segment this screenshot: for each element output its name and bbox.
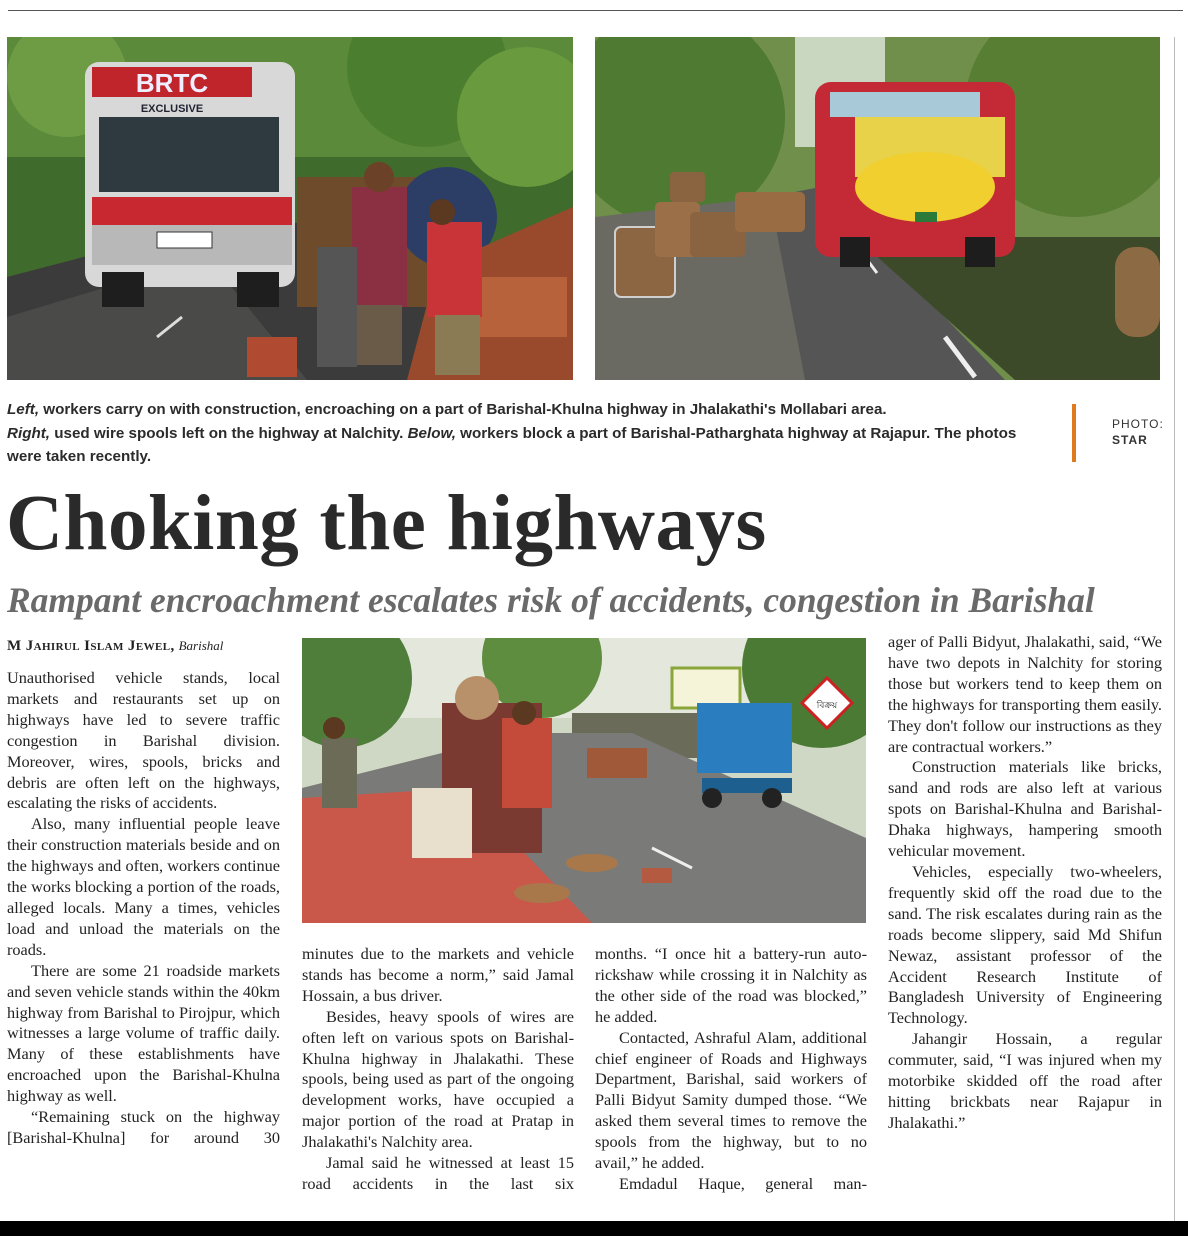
paragraph: months. “I once hit a battery-run auto-rickshaw while crossing it in Nalchity as the other side of the road was blocked,” he added. — [595, 944, 867, 1026]
photo-below-rajapur — [302, 638, 866, 923]
caption-below-label: Below, — [407, 424, 456, 442]
photo-caption — [7, 398, 1037, 469]
photo-right-spools — [595, 37, 1160, 380]
paragraph: Contacted, Ashraful Alam, additional chief engineer of Roads and Highways Department, Barishal, said workers of Palli Bidyut Samity dumped those. “We asked them several times to remove the spools from the highway, but to no avail,” he added. — [595, 1027, 867, 1173]
bottom-border — [0, 1221, 1188, 1236]
byline-place: Barishal — [178, 638, 224, 653]
paragraph: Besides, heavy spools of wires are often left on various spots on Barishal-Khulna highway in Jhalakathi. These spools, being used as part of the ongoing development works, have occupied a major portion of the road at Pratap in Jhalakathi's Nalchity area. — [302, 1006, 574, 1152]
paragraph: Jamal said he witnessed at least 15 road accidents in the last six — [302, 1153, 574, 1193]
article-column-3 — [595, 944, 867, 1195]
caption-below-text: workers block a part of Barishal-Patharghata highway at Rajapur. The photos were taken recently. — [7, 424, 1017, 465]
paragraph: Construction materials like bricks, sand and rods are also left at various spots on Barishal-Khulna and Barishal-Dhaka highways, hampering smooth vehicular movement. — [888, 757, 1162, 861]
bus-sign-text: BRTC — [135, 68, 209, 98]
byline-name: M Jahirul Islam Jewel, — [7, 638, 175, 654]
paragraph: “Remaining stuck on the highway [Barishal-Khulna] for around 30 — [7, 1107, 280, 1147]
top-rule — [8, 10, 1183, 11]
caption-right-label: Right, — [7, 424, 51, 442]
photo-left-construction — [7, 37, 573, 380]
credit-source: STAR — [1112, 433, 1148, 447]
paragraph: Unauthorised vehicle stands, local markets and restaurants set up on highways have led to severe traffic congestion in Barishal division. Moreover, wires, spools, bricks and debris are often left on the highways, escalating the risks of accidents. — [7, 668, 280, 813]
caption-left-label: Left, — [7, 401, 40, 418]
paragraph: Jahangir Hossain, a regular commuter, said, “I was injured when my motorbike skidded off the road after hitting brickbats near Rajapur in Jhalakathi.” — [888, 1029, 1162, 1132]
article-column-2 — [302, 944, 574, 1195]
byline — [7, 637, 223, 656]
caption-right-text: used wire spools left on the highway at Nalchity. — [50, 424, 408, 442]
sign-text: বিক্রয় — [816, 701, 838, 711]
paragraph: minutes due to the markets and vehicle stands has become a norm,” said Jamal Hossain, a bus driver. — [302, 944, 574, 1005]
paragraph: Vehicles, especially two-wheelers, frequently skid off the road due to the sand. The risk escalates during rain as the roads become slippery, said Md Shifun Newaz, assistant professor of the Accident Research Institute of Bangladesh University of Engineering Technology. — [888, 861, 1162, 1028]
bus-sub-text: EXCLUSIVE — [140, 103, 204, 115]
credit-label: PHOTO: — [1112, 417, 1164, 431]
subheadline: Rampant encroachment escalates risk of accidents, congestion in Barishal — [7, 580, 1095, 620]
paragraph: ager of Palli Bidyut, Jhalakathi, said, “We have two depots in Nalchity for storing those but workers tend to keep them on the highways for transporting them easily. They don't follow our instructions as they are contractual workers.” — [888, 632, 1162, 756]
headline: Choking the highways — [6, 480, 767, 567]
caption-left-text: workers carry on with construction, encroaching on a part of Barishal-Khulna highway in Jhalakathi's Mollabari area. — [39, 401, 887, 418]
paragraph: Emdadul Haque, general man- — [619, 1173, 867, 1193]
article-column-1 — [7, 668, 280, 1149]
article-column-4 — [888, 632, 1162, 1134]
photo-credit — [1112, 416, 1164, 448]
paragraph: Also, many influential people leave their construction materials beside and on the highways and often, workers continue the works blocking a portion of the roads, alleged locals. Many a times, vehicles load and unload the materials on the roads. — [7, 814, 280, 959]
credit-accent-bar — [1072, 404, 1076, 462]
paragraph: There are some 21 roadside markets and seven vehicle stands within the 40km highway from Barishal to Pirojpur, which witnesses a large volume of traffic daily. Many of these establishments have encroached upon the Barishal-Khulna highway as well. — [7, 960, 280, 1106]
right-rule — [1174, 37, 1175, 1222]
